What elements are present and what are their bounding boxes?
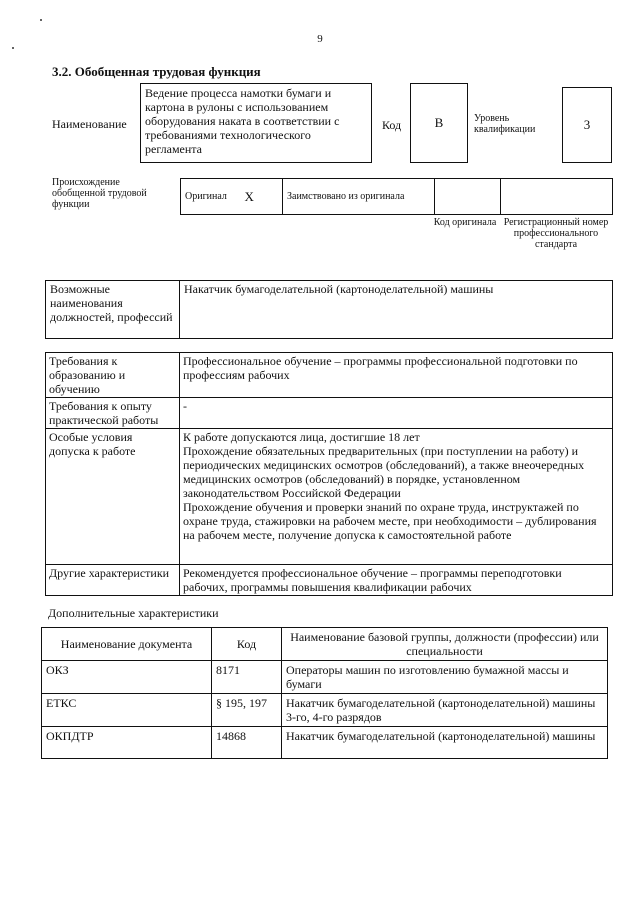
- requirement-line: -: [183, 399, 187, 413]
- table-row: [42, 694, 608, 727]
- requirement-row: [46, 429, 613, 565]
- reg-number-cell: [501, 179, 613, 215]
- requirement-row: [46, 398, 613, 429]
- origin-label: Происхождение обобщенной трудовой функции: [52, 177, 147, 210]
- requirement-label: Другие характеристики: [46, 565, 180, 596]
- code-label: Код: [382, 118, 402, 132]
- requirement-value: [180, 398, 613, 429]
- page-number: 9: [317, 33, 323, 45]
- code-original-cell: [435, 179, 501, 215]
- table-row: [42, 727, 608, 759]
- code-box: [410, 83, 468, 163]
- scan-speck: [12, 47, 14, 49]
- docs-cell-document: ОКЗ: [42, 661, 212, 694]
- docs-cell-document: ОКПДТР: [42, 727, 212, 759]
- docs-cell-group: Операторы машин по изготовлению бумажной массы и бумаги: [282, 661, 608, 694]
- docs-table: [41, 627, 608, 759]
- origin-table: [180, 178, 613, 215]
- docs-cell-code: 14868: [212, 727, 282, 759]
- function-name-box: [140, 83, 372, 163]
- level-box: [562, 87, 612, 163]
- level-label: Уровень квалификации: [474, 113, 536, 135]
- requirement-line: Прохождение обязательных предварительных (при поступлении на работу) и периодических медицинских осмотров (обследований), а также внеочередных медицинских осмотров (обследований) в порядке, установленном законодательством Российской Федерации: [183, 444, 585, 500]
- requirement-label: Особые условия допуска к работе: [46, 429, 180, 565]
- requirement-line: Профессиональное обучение – программы профессиональной подготовки по профессиям рабочих: [183, 354, 578, 382]
- code-original-label: Код оригинала: [433, 217, 497, 228]
- scan-speck: [40, 19, 42, 21]
- requirement-line: К работе допускаются лица, достигшие 18 лет: [183, 430, 420, 444]
- docs-cell-code: 8171: [212, 661, 282, 694]
- requirement-value: [180, 353, 613, 398]
- requirement-value: [180, 565, 613, 596]
- requirement-row: [46, 565, 613, 596]
- docs-cell-group: Накатчик бумагоделательной (картоноделательной) машины 3-го, 4-го разрядов: [282, 694, 608, 727]
- docs-cell-code: § 195, 197: [212, 694, 282, 727]
- name-label: Наименование: [52, 117, 127, 131]
- docs-header-group: Наименование базовой группы, должности (профессии) или специальности: [282, 628, 608, 661]
- original-label: Оригинал: [181, 179, 241, 215]
- requirement-label: Требования к образованию и обучению: [46, 353, 180, 398]
- docs-cell-group: Накатчик бумагоделательной (картоноделательной) машины: [282, 727, 608, 759]
- table-row: [42, 661, 608, 694]
- docs-header-code: Код: [212, 628, 282, 661]
- original-mark: X: [241, 179, 283, 215]
- positions-table: [45, 280, 613, 339]
- function-name: Ведение процесса намотки бумаги и картона в рулоны с использованием оборудования наката в соответствии с требованиями технологического регламента: [145, 86, 340, 156]
- requirement-label: Требования к опыту практической работы: [46, 398, 180, 429]
- section-title: 3.2. Обобщенная трудовая функция: [52, 64, 261, 79]
- additional-title: Дополнительные характеристики: [48, 606, 219, 620]
- positions-value: Накатчик бумагоделательной (картоноделательной) машины: [180, 281, 613, 339]
- code-value: B: [434, 115, 444, 130]
- reg-number-label: Регистрационный номер профессионального стандарта: [503, 217, 609, 250]
- borrowed-label: Заимствовано из оригинала: [283, 179, 435, 215]
- requirements-table: [45, 352, 613, 596]
- docs-cell-document: ЕТКС: [42, 694, 212, 727]
- requirement-line: Прохождение обучения и проверки знаний по охране труда, инструктажей по охране труда, стажировки на рабочем месте, при необходимости – дублирования на рабочем месте, получение допуска к самостоятельной работе: [183, 500, 597, 542]
- docs-header-document: Наименование документа: [42, 628, 212, 661]
- positions-label: Возможные наименования должностей, профессий: [46, 281, 180, 339]
- docs-header-row: [42, 628, 608, 661]
- requirement-value: [180, 429, 613, 565]
- requirement-row: [46, 353, 613, 398]
- requirement-line: Рекомендуется профессиональное обучение – программы переподготовки рабочих, программы повышения квалификации рабочих: [183, 566, 562, 594]
- level-value: 3: [583, 117, 591, 132]
